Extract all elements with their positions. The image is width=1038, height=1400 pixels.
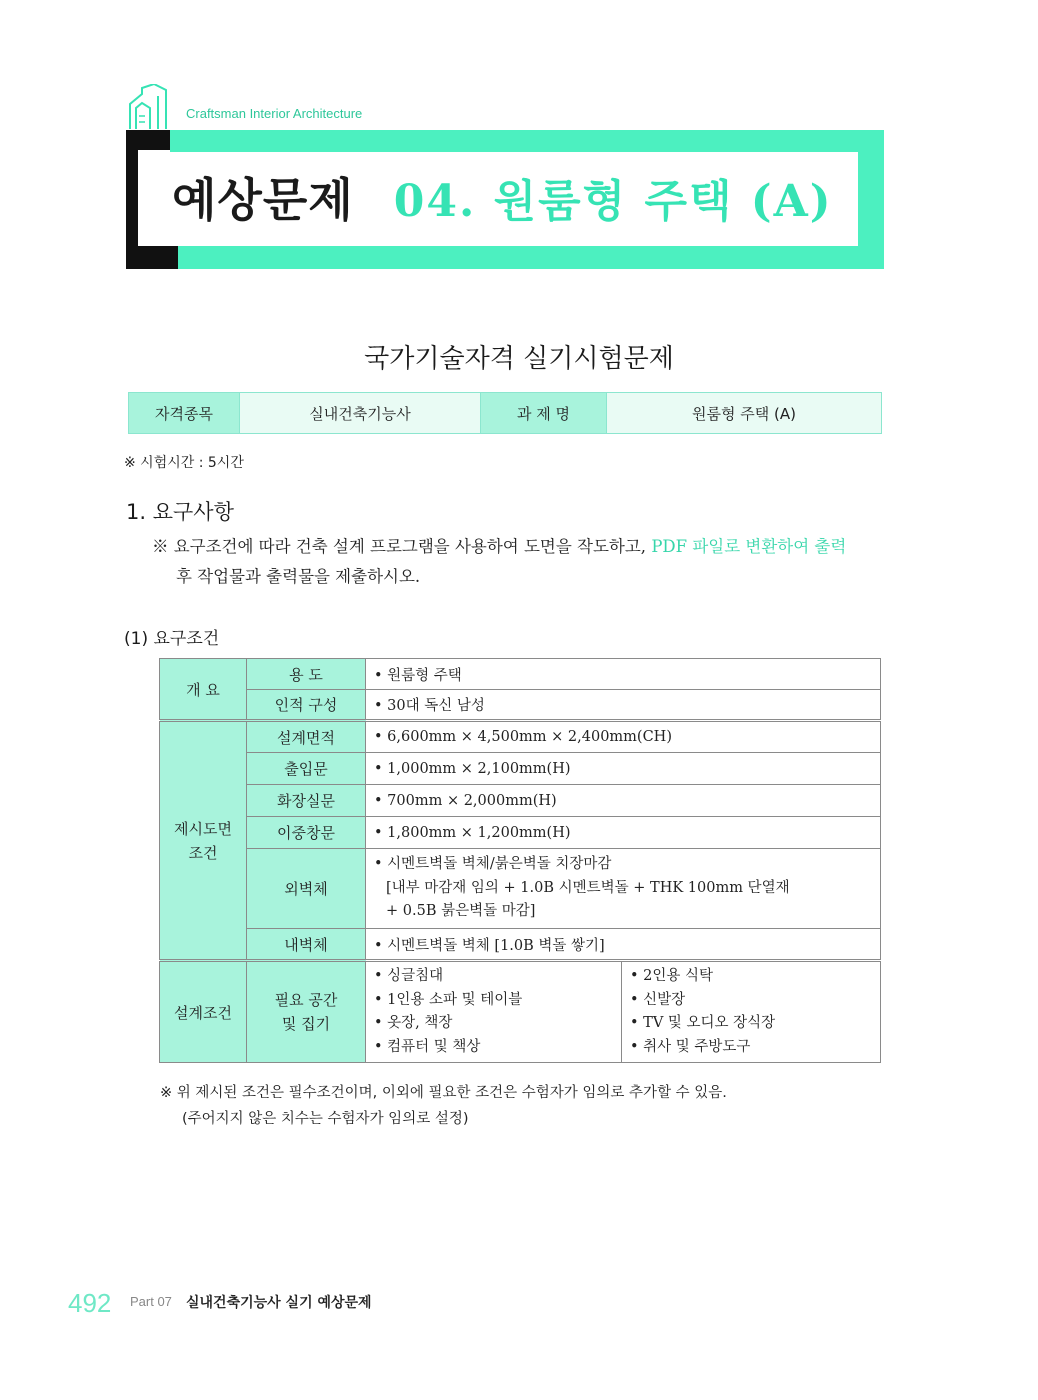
conditions-table	[159, 658, 881, 1063]
bath-door-value: • 700mm × 2,000mm(H)	[366, 785, 881, 817]
exterior-wall-label: 외벽체	[247, 849, 366, 929]
area-value: • 6,600mm × 4,500mm × 2,400mm(CH)	[366, 721, 881, 753]
requirement-text-b: 후 작업물과 출력물을 제출하시오.	[176, 567, 421, 586]
info-label-subject: 자격종목	[129, 393, 240, 433]
usage-label: 용 도	[247, 659, 366, 690]
furniture-left-list	[366, 961, 622, 1063]
title-prefix: 예상문제	[172, 173, 354, 227]
group-design: 설계조건	[160, 961, 247, 1063]
chapter-title	[172, 162, 833, 249]
furniture-item: • 싱글침대	[374, 968, 444, 984]
furniture-right-list	[622, 961, 881, 1063]
furniture-item: • 옷장, 책장	[374, 1015, 453, 1031]
section-heading: 1. 요구사항	[126, 500, 234, 524]
building-logo-icon	[128, 84, 178, 130]
group-drawing: 제시도면 조건	[160, 721, 247, 961]
area-label: 설계면적	[247, 721, 366, 753]
exam-time-note: ※ 시험시간 : 5시간	[124, 455, 244, 471]
subsection-heading: (1) 요구조건	[124, 629, 220, 649]
info-value-subject: 실내건축기능사	[240, 393, 481, 433]
exam-info-table	[128, 392, 882, 434]
furniture-label: 필요 공간 및 집기	[247, 961, 366, 1063]
footnote	[160, 1080, 727, 1132]
entrance-label: 출입문	[247, 753, 366, 785]
brand-text: Craftsman Interior Architecture	[186, 106, 363, 121]
requirement-text-a: ※ 요구조건에 따라 건축 설계 프로그램을 사용하여 도면을 작도하고,	[152, 537, 652, 556]
banner-bracket-foot	[126, 246, 178, 269]
exterior-wall-line2: [내부 마감재 임의 + 1.0B 시멘트벽돌 + THK 100mm 단열재	[386, 879, 790, 896]
furniture-item: • 2인용 식탁	[630, 968, 714, 984]
furniture-item: • 1인용 소파 및 테이블	[374, 991, 523, 1008]
furniture-item: • 신발장	[630, 991, 686, 1008]
page-number: 492	[68, 1288, 112, 1318]
title-main: 04. 원룸형 주택 (A)	[393, 176, 833, 227]
bath-door-label: 화장실문	[247, 785, 366, 817]
info-label-task: 과 제 명	[481, 393, 607, 433]
footer-part: Part 07	[130, 1294, 172, 1309]
footnote-line2: (주어지지 않은 치수는 수험자가 임의로 설정)	[182, 1111, 469, 1127]
footer-title: 실내건축기능사 실기 예상문제	[186, 1295, 372, 1311]
usage-value: • 원룸형 주택	[366, 659, 881, 690]
entrance-value: • 1,000mm × 2,100mm(H)	[366, 753, 881, 785]
requirement-highlight: PDF 파일로 변환하여 출력	[651, 537, 847, 556]
exterior-wall-value	[366, 849, 881, 929]
people-label: 인적 구성	[247, 690, 366, 721]
interior-wall-label: 내벽체	[247, 929, 366, 961]
furniture-item: • 컴퓨터 및 책상	[374, 1038, 481, 1055]
info-value-task: 원룸형 주택 (A)	[607, 393, 881, 433]
people-value: • 30대 독신 남성	[366, 690, 881, 721]
group-overview: 개 요	[160, 659, 247, 721]
exterior-wall-line1: • 시멘트벽돌 벽체/붉은벽돌 치장마감	[374, 856, 612, 873]
footnote-line1: ※ 위 제시된 조건은 필수조건이며, 이외에 필요한 조건은 수험자가 임의로 추가할 수 있음.	[160, 1085, 727, 1101]
furniture-item: • 취사 및 주방도구	[630, 1038, 751, 1055]
window-label: 이중창문	[247, 817, 366, 849]
interior-wall-value: • 시멘트벽돌 벽체 [1.0B 벽돌 쌓기]	[366, 929, 881, 961]
exam-title: 국가기술자격 실기시험문제	[364, 344, 674, 374]
window-value: • 1,800mm × 1,200mm(H)	[366, 817, 881, 849]
furniture-item: • TV 및 오디오 장식장	[630, 1015, 776, 1031]
exterior-wall-line3: + 0.5B 붉은벽돌 마감]	[386, 903, 536, 920]
requirement-text	[152, 532, 892, 592]
